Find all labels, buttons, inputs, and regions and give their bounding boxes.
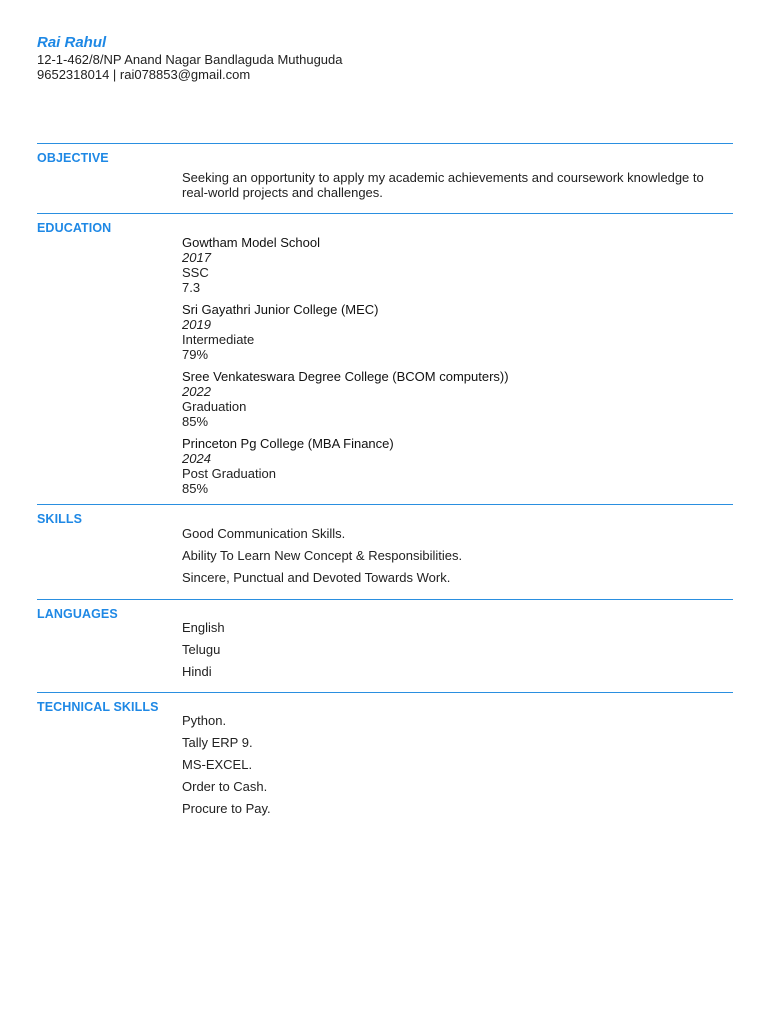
objective-section bbox=[37, 143, 733, 214]
skills-section bbox=[37, 504, 733, 600]
education-degree: Post Graduation bbox=[182, 466, 276, 481]
technical-skills-title: TECHNICAL SKILLS bbox=[37, 700, 159, 714]
objective-title: OBJECTIVE bbox=[37, 151, 109, 165]
education-degree: SSC bbox=[182, 265, 209, 280]
technical-skills-section bbox=[37, 692, 733, 833]
list-item: Procure to Pay. bbox=[182, 801, 271, 816]
education-entry bbox=[182, 369, 733, 429]
skills-title: SKILLS bbox=[37, 512, 83, 526]
institution-name: Princeton Pg College (MBA Finance) bbox=[182, 436, 394, 451]
education-entry bbox=[182, 302, 733, 362]
address-line: 12-1-462/8/NP Anand Nagar Bandlaguda Muthuguda bbox=[37, 52, 343, 67]
institution-name: Sri Gayathri Junior College (MEC) bbox=[182, 302, 379, 317]
list-item: English bbox=[182, 620, 225, 635]
education-entry bbox=[182, 436, 733, 496]
list-item: Order to Cash. bbox=[182, 779, 268, 794]
education-score: 7.3 bbox=[182, 280, 201, 295]
institution-name: Sree Venkateswara Degree College (BCOM computers)) bbox=[182, 369, 509, 384]
list-item: MS-EXCEL. bbox=[182, 757, 253, 772]
education-title: EDUCATION bbox=[37, 221, 112, 235]
education-degree: Graduation bbox=[182, 399, 247, 414]
education-entry bbox=[182, 235, 733, 295]
education-year: 2024 bbox=[182, 451, 211, 466]
education-year: 2017 bbox=[182, 250, 211, 265]
education-score: 79% bbox=[182, 347, 209, 362]
languages-title: LANGUAGES bbox=[37, 607, 118, 621]
list-item: Hindi bbox=[182, 664, 212, 679]
education-score: 85% bbox=[182, 481, 209, 496]
list-item: Good Communication Skills. bbox=[182, 526, 346, 541]
candidate-name: Rai Rahul bbox=[37, 34, 107, 51]
education-section bbox=[37, 213, 733, 505]
list-item: Sincere, Punctual and Devoted Towards Work. bbox=[182, 570, 451, 585]
education-degree: Intermediate bbox=[182, 332, 255, 347]
resume-header bbox=[37, 34, 343, 82]
list-item: Ability To Learn New Concept & Responsibilities. bbox=[182, 548, 463, 563]
languages-section bbox=[37, 599, 733, 693]
list-item: Python. bbox=[182, 713, 227, 728]
list-item: Tally ERP 9. bbox=[182, 735, 253, 750]
institution-name: Gowtham Model School bbox=[182, 235, 321, 250]
education-year: 2022 bbox=[182, 384, 211, 399]
contact-line: 9652318014 | rai078853@gmail.com bbox=[37, 67, 251, 82]
education-year: 2019 bbox=[182, 317, 211, 332]
education-score: 85% bbox=[182, 414, 209, 429]
objective-text: Seeking an opportunity to apply my academic achievements and coursework knowledge to real-world projects and challenges. bbox=[182, 170, 704, 200]
list-item: Telugu bbox=[182, 642, 221, 657]
